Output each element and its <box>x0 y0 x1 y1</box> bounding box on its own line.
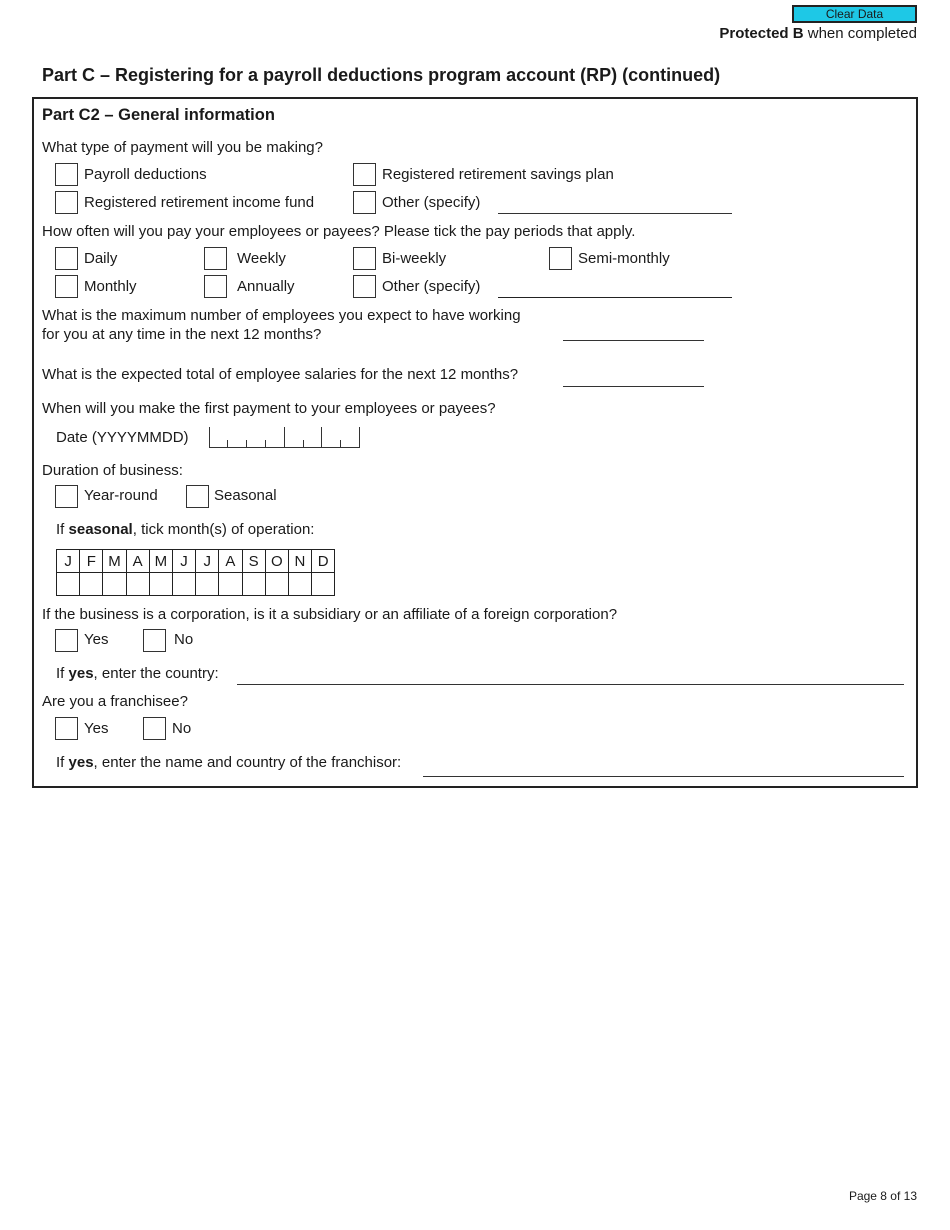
month-apr-label: A <box>126 550 149 573</box>
seasonal-suffix: , tick month(s) of operation: <box>132 521 315 538</box>
month-sep-checkbox[interactable] <box>242 573 265 596</box>
semi-monthly-checkbox[interactable] <box>549 247 572 270</box>
date-tick <box>246 440 247 448</box>
month-dec-checkbox[interactable] <box>312 573 335 596</box>
bi-weekly-checkbox[interactable] <box>353 247 376 270</box>
max-employees-input[interactable] <box>563 340 704 341</box>
year-round-checkbox[interactable] <box>55 485 78 508</box>
rrif-label: Registered retirement income fund <box>84 194 315 211</box>
date-tick <box>303 440 304 448</box>
country-suffix: , enter the country: <box>93 665 219 682</box>
date-divider <box>321 427 322 448</box>
rrif-checkbox[interactable] <box>55 191 78 214</box>
payment-other-input[interactable] <box>498 213 732 214</box>
daily-checkbox[interactable] <box>55 247 78 270</box>
months-checkbox-row <box>57 573 335 596</box>
franchisor-bold: yes <box>68 754 94 771</box>
frequency-other-input[interactable] <box>498 297 732 298</box>
date-label: Date (YYYYMMDD) <box>56 429 189 446</box>
month-aug-label: A <box>219 550 242 573</box>
payment-other-checkbox[interactable] <box>353 191 376 214</box>
franchisee-yes-label: Yes <box>84 720 109 737</box>
first-payment-question: When will you make the first payment to your employees or payees? <box>42 400 496 417</box>
franchisor-suffix: , enter the name and country of the franchisor: <box>93 754 402 771</box>
clear-data-button[interactable]: Clear Data <box>792 5 917 23</box>
date-tick <box>227 440 228 448</box>
month-jan-label: J <box>57 550 80 573</box>
seasonal-bold: seasonal <box>68 521 133 538</box>
payroll-deductions-checkbox[interactable] <box>55 163 78 186</box>
months-header-row <box>57 550 335 573</box>
month-oct-checkbox[interactable] <box>265 573 288 596</box>
country-bold: yes <box>68 665 94 682</box>
rrsp-checkbox[interactable] <box>353 163 376 186</box>
frequency-other-label: Other (specify) <box>382 278 481 295</box>
max-employees-question-line2: for you at any time in the next 12 months? <box>42 326 322 343</box>
salaries-question: What is the expected total of employee salaries for the next 12 months? <box>42 366 519 383</box>
daily-label: Daily <box>84 250 118 267</box>
payment-other-label: Other (specify) <box>382 194 481 211</box>
month-feb-label: F <box>80 550 103 573</box>
month-oct-label: O <box>265 550 288 573</box>
month-mar-label: M <box>103 550 126 573</box>
country-input[interactable] <box>237 684 904 685</box>
foreign-no-checkbox[interactable] <box>143 629 166 652</box>
duration-question: Duration of business: <box>42 462 183 479</box>
date-divider <box>359 427 360 448</box>
month-mar-checkbox[interactable] <box>103 573 126 596</box>
annually-checkbox[interactable] <box>204 275 227 298</box>
franchisee-question: Are you a franchisee? <box>42 693 188 710</box>
months-table <box>56 549 335 596</box>
franchisee-yes-checkbox[interactable] <box>55 717 78 740</box>
country-prefix: If <box>56 665 69 682</box>
year-round-label: Year-round <box>84 487 158 504</box>
rrsp-label: Registered retirement savings plan <box>382 166 614 183</box>
semi-monthly-label: Semi-monthly <box>578 250 670 267</box>
monthly-checkbox[interactable] <box>55 275 78 298</box>
weekly-label: Weekly <box>237 250 286 267</box>
max-employees-question-line1: What is the maximum number of employees you expect to have working <box>42 307 521 324</box>
month-aug-checkbox[interactable] <box>219 573 242 596</box>
foreign-yes-label: Yes <box>84 631 109 648</box>
annually-label: Annually <box>237 278 295 295</box>
part-title: Part C – Registering for a payroll deductions program account (RP) (continued) <box>42 65 721 85</box>
month-jun-label: J <box>172 550 195 573</box>
date-divider <box>209 427 210 448</box>
franchisee-no-checkbox[interactable] <box>143 717 166 740</box>
foreign-yes-checkbox[interactable] <box>55 629 78 652</box>
month-apr-checkbox[interactable] <box>126 573 149 596</box>
seasonal-instruction <box>56 521 314 538</box>
weekly-checkbox[interactable] <box>204 247 227 270</box>
section-title: Part C2 – General information <box>42 106 275 124</box>
seasonal-label: Seasonal <box>214 487 277 504</box>
month-may-checkbox[interactable] <box>149 573 172 596</box>
salaries-input[interactable] <box>563 386 704 387</box>
month-jun-checkbox[interactable] <box>172 573 195 596</box>
protected-notice <box>719 25 917 42</box>
month-jul-label: J <box>196 550 219 573</box>
franchisor-input[interactable] <box>423 776 904 777</box>
monthly-label: Monthly <box>84 278 137 295</box>
seasonal-prefix: If <box>56 521 69 538</box>
month-feb-checkbox[interactable] <box>80 573 103 596</box>
payment-type-question: What type of payment will you be making? <box>42 139 323 156</box>
date-tick <box>340 440 341 448</box>
seasonal-checkbox[interactable] <box>186 485 209 508</box>
page-number: Page 8 of 13 <box>848 1189 917 1203</box>
month-jan-checkbox[interactable] <box>57 573 80 596</box>
month-may-label: M <box>149 550 172 573</box>
protected-suffix: when completed <box>803 25 917 42</box>
foreign-no-label: No <box>174 631 194 648</box>
payroll-deductions-label: Payroll deductions <box>84 166 207 183</box>
foreign-question: If the business is a corporation, is it a subsidiary or an affiliate of a foreign corporation? <box>42 606 618 623</box>
franchisee-no-label: No <box>172 720 192 737</box>
country-instruction <box>56 665 219 682</box>
month-sep-label: S <box>242 550 265 573</box>
month-nov-label: N <box>288 550 311 573</box>
pay-frequency-question: How often will you pay your employees or payees? Please tick the pay periods that apply. <box>42 223 636 240</box>
date-tick <box>265 440 266 448</box>
frequency-other-checkbox[interactable] <box>353 275 376 298</box>
bi-weekly-label: Bi-weekly <box>382 250 447 267</box>
date-divider <box>284 427 285 448</box>
month-nov-checkbox[interactable] <box>288 573 311 596</box>
month-dec-label: D <box>312 550 335 573</box>
franchisor-prefix: If <box>56 754 69 771</box>
protected-label: Protected B <box>719 25 804 42</box>
month-jul-checkbox[interactable] <box>196 573 219 596</box>
franchisor-instruction <box>56 754 401 771</box>
